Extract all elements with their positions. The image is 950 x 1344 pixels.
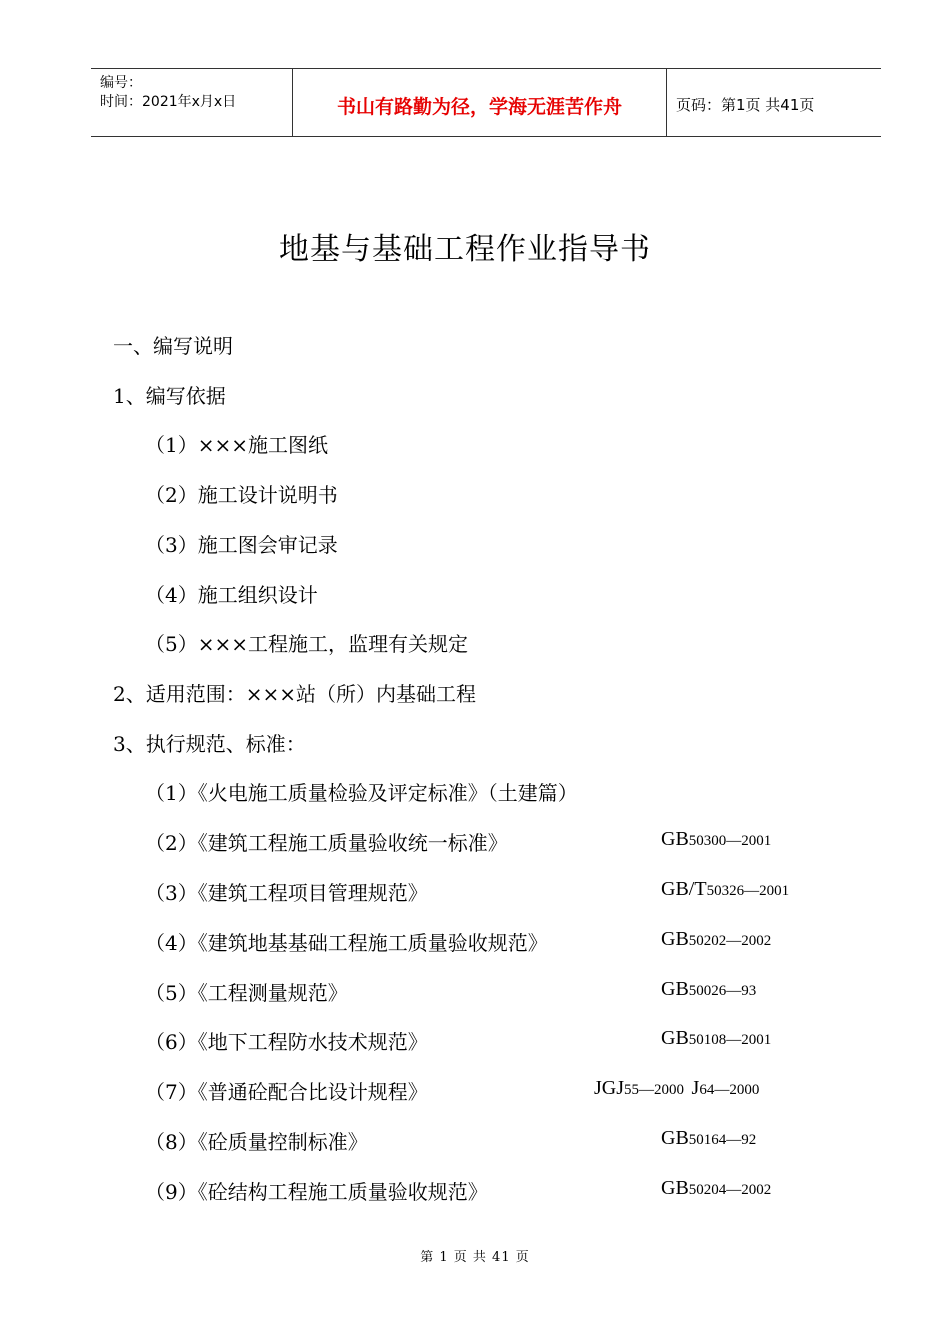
basis-item: （5）×××工程施工，监理有关规定 (145, 632, 468, 656)
serial-number-label: 编号： (100, 75, 142, 91)
time-label: 时间：2021年x月x日 (100, 94, 237, 110)
section-heading: 一、编写说明 (113, 334, 233, 358)
standard-code: GB50204—2002 (661, 1177, 772, 1199)
standard-label: （8）《砼质量控制标准》 (145, 1130, 368, 1154)
basis-item: （4）施工组织设计 (145, 583, 318, 607)
standard-code: GB50026—93 (661, 978, 757, 1000)
standard-label: （3）《建筑工程项目管理规范》 (145, 881, 428, 905)
header-page-cell (666, 69, 881, 136)
subsection-heading: 3、执行规范、标准： (113, 732, 306, 756)
standard-label: （7）《普通砼配合比设计规程》 (145, 1080, 428, 1104)
header-meta-cell (91, 69, 292, 136)
page-info: 页码：第1页 共41页 (676, 96, 815, 114)
standard-label: （4）《建筑地基基础工程施工质量验收规范》 (145, 931, 548, 955)
subsection-heading: 2、适用范围：×××站（所）内基础工程 (113, 682, 476, 706)
basis-item: （2）施工设计说明书 (145, 483, 338, 507)
page-header (91, 68, 881, 137)
standard-code: JGJ55—2000 J64—2000 (594, 1077, 760, 1099)
header-motto-cell (292, 69, 667, 136)
standard-code: GB50108—2001 (661, 1027, 772, 1049)
standard-code: GB50202—2002 (661, 928, 772, 950)
standard-label: （9）《砼结构工程施工质量验收规范》 (145, 1180, 488, 1204)
subsection-heading: 1、编写依据 (113, 384, 226, 408)
standard-label: （6）《地下工程防水技术规范》 (145, 1030, 428, 1054)
standard-label: （1）《火电施工质量检验及评定标准》（土建篇） (145, 781, 578, 805)
document-title: 地基与基础工程作业指导书 (279, 232, 651, 267)
standard-label: （5）《工程测量规范》 (145, 981, 348, 1005)
standard-code: GB/T50326—2001 (661, 878, 790, 900)
standard-code: GB50164—92 (661, 1127, 757, 1149)
motto-text: 书山有路勤为径，学海无涯苦作舟 (336, 96, 622, 118)
page-footer: 第 1 页 共 41 页 (420, 1250, 530, 1265)
standard-code: GB50300—2001 (661, 828, 772, 850)
standard-label: （2）《建筑工程施工质量验收统一标准》 (145, 831, 508, 855)
basis-item: （3）施工图会审记录 (145, 533, 338, 557)
basis-item: （1）×××施工图纸 (145, 433, 328, 457)
